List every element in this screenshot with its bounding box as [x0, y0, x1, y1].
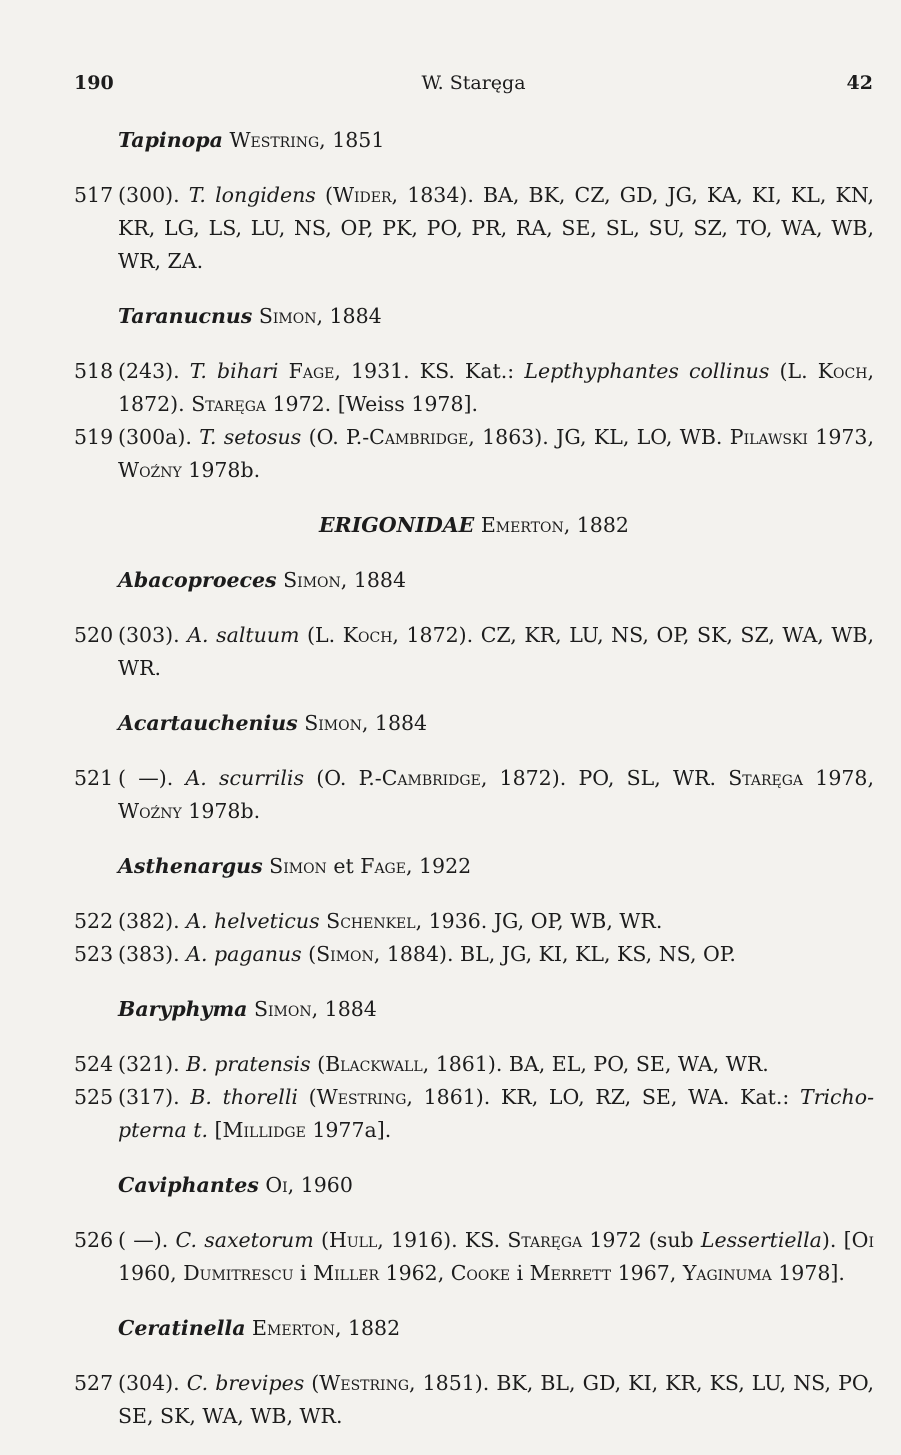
genus-heading-baryphyma: Baryphyma Simon, 1884	[118, 997, 377, 1021]
genus-heading-abacoproeces: Abacoproeces Simon, 1884	[118, 568, 406, 592]
genus-heading-asthenargus: Asthenargus Simon et Fage, 1922	[118, 854, 472, 878]
species-entry: 518 (243). T. bihari Fage, 1931. KS. Kat.: Lepthyphantes collinus (L. Koch, 1872). Staręga 1972. [Weiss 1978].	[74, 359, 874, 416]
species-entry: 521 ( —). A. scurrilis (O. P.-Cambridge, 1872). PO, SL, WR. Staręga 1978, Woźny 1978b.	[74, 766, 874, 823]
main-content	[74, 118, 874, 1455]
species-entry: 517 (300). T. longidens (Wider, 1834). BA, BK, CZ, GD, JG, KA, KI, KL, KN, KR, LG, LS, LU, NS, OP, PK, PO, PR, RA, SE, SL, SU, SZ, TO, WA, WB, WR, ZA.	[74, 183, 874, 273]
genus-heading-caviphantes: Caviphantes Oi, 1960	[118, 1173, 353, 1197]
species-entry: 527 (304). C. brevipes (Westring, 1851). BK, BL, GD, KI, KR, KS, LU, NS, PO, SE, SK, WA, WB, WR.	[74, 1371, 874, 1428]
species-entry: 523 (383). A. paganus (Simon, 1884). BL, JG, KI, KL, KS, NS, OP.	[74, 942, 736, 966]
species-entry: 519 (300a). T. setosus (O. P.-Cambridge, 1863). JG, KL, LO, WB. Pilawski 1973, Woźny 1978b.	[74, 425, 874, 482]
running-title: W. Staręga	[421, 72, 526, 94]
genus-heading-taranucnus: Taranucnus Simon, 1884	[118, 304, 382, 328]
species-entry: 526 ( —). C. saxetorum (Hull, 1916). KS. Staręga 1972 (sub Lessertiella). [Oi 1960, Dumitrescu i Miller 1962, Cooke i Merrett 1967, Yaginuma 1978].	[74, 1228, 874, 1285]
species-entry: 522 (382). A. helveticus Schenkel, 1936. JG, OP, WB, WR.	[74, 909, 663, 933]
page-number-left: 190	[74, 72, 114, 94]
genus-heading-tapinopa: Tapinopa Westring, 1851	[118, 128, 385, 152]
genus-heading-ceratinella: Ceratinella Emerton, 1882	[118, 1316, 401, 1340]
page-header	[74, 72, 873, 102]
genus-heading-acartauchenius: Acartauchenius Simon, 1884	[118, 711, 428, 735]
species-entry: 524 (321). B. pratensis (Blackwall, 1861). BA, EL, PO, SE, WA, WR.	[74, 1052, 769, 1076]
page-number-right: 42	[846, 72, 873, 94]
species-entry: 525 (317). B. thorelli (Westring, 1861). KR, LO, RZ, SE, WA. Kat.: Tricho-pterna t. [Millidge 1977a].	[74, 1085, 874, 1142]
family-heading: ERIGONIDAE Emerton, 1882	[319, 513, 629, 537]
species-entry: 520 (303). A. saltuum (L. Koch, 1872). CZ, KR, LU, NS, OP, SK, SZ, WA, WB, WR.	[74, 623, 874, 680]
